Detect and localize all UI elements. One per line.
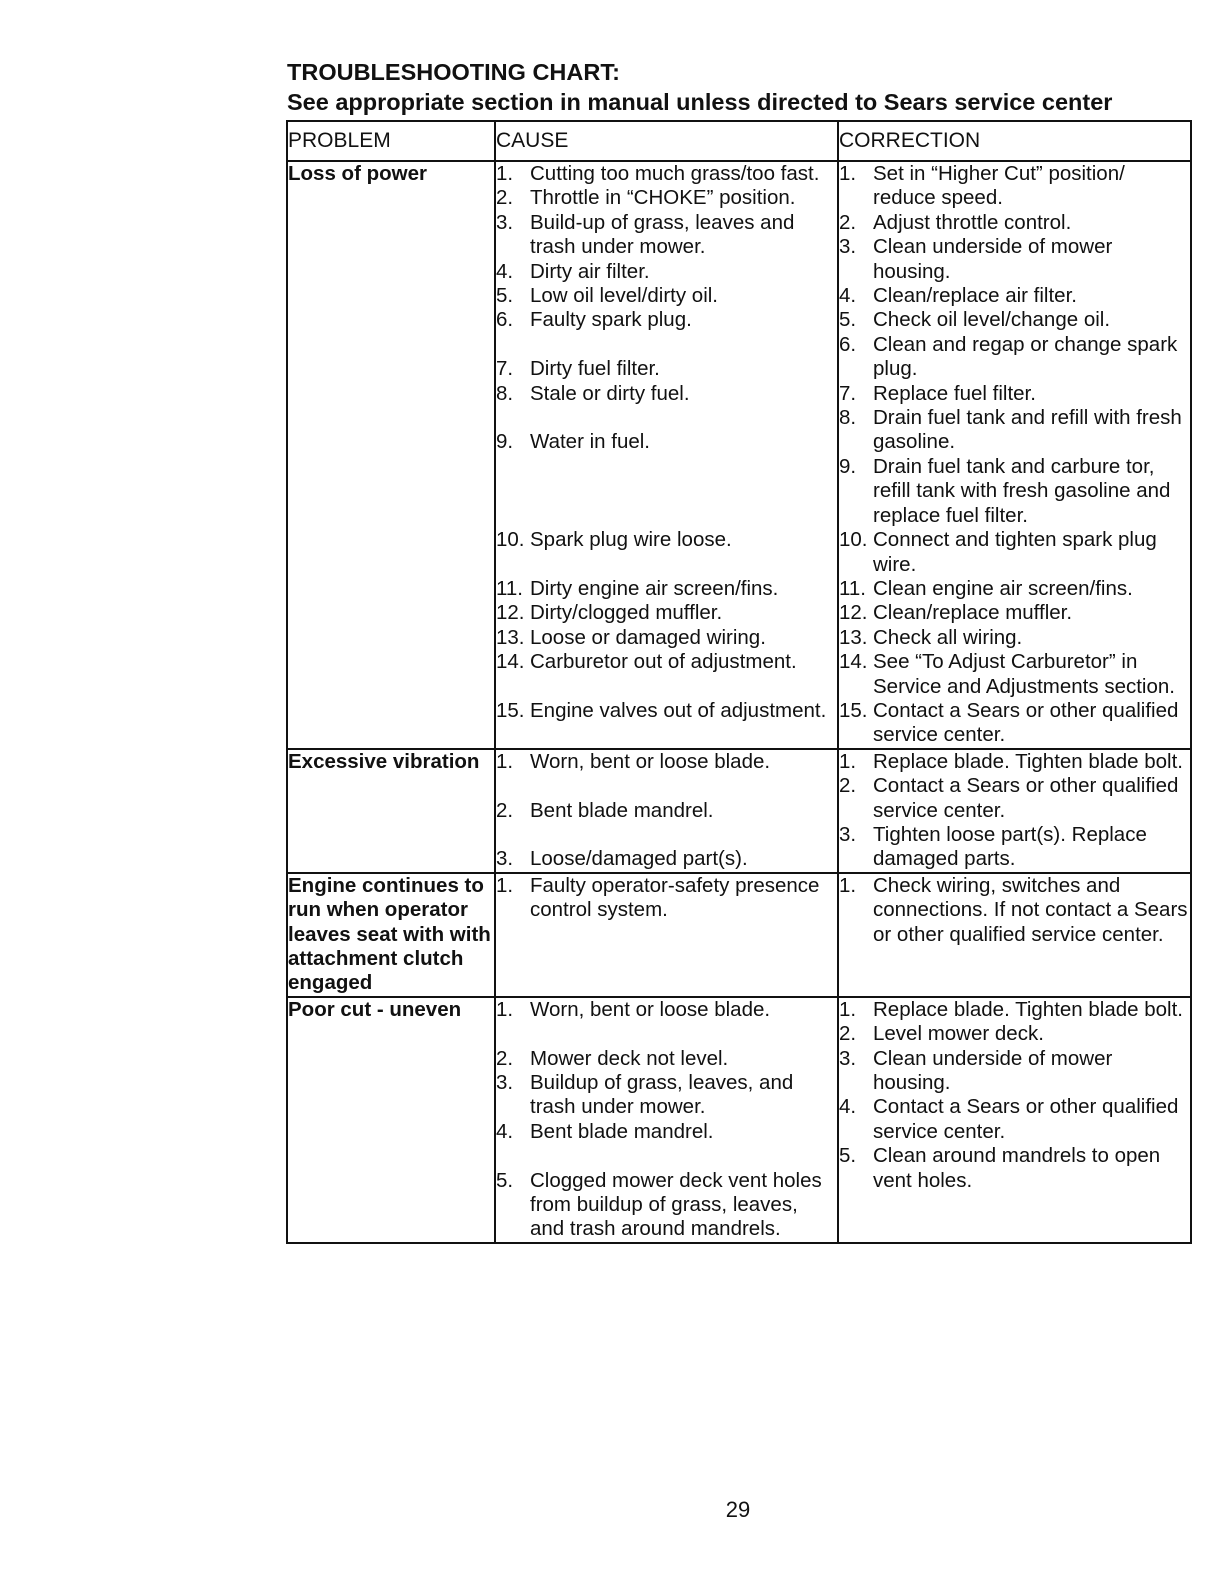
correction-item [839, 1022, 1190, 1046]
header-cause: CAUSE [495, 121, 838, 161]
item-text: Check wiring, switches and connections. If not contact a Sears or other qualified service center. [873, 873, 1188, 946]
item-text: Buildup of grass, leaves, and trash under mower. [530, 1071, 794, 1119]
item-text: Stale or dirty fuel. [530, 381, 690, 405]
item-number: 9. [839, 454, 857, 478]
item-number: 3. [496, 847, 514, 871]
item-number: 3. [496, 1071, 514, 1095]
correction-item [839, 699, 1190, 748]
correction-item [839, 750, 1190, 774]
item-text: Contact a Sears or other qualified service center. [873, 698, 1179, 747]
correction-item [839, 235, 1190, 284]
cause-item [496, 528, 837, 552]
table-row [287, 161, 1191, 749]
correction-item [839, 774, 1190, 823]
correction-item [839, 998, 1190, 1022]
item-text: Faulty spark plug. [530, 308, 692, 332]
correction-item [839, 1095, 1190, 1144]
item-number: 8. [496, 381, 514, 405]
problem-cell: Engine continues to run when operator leaves seat with with attachment clutch engaged [287, 873, 495, 997]
item-text: Engine valves out of adjustment. [530, 698, 827, 722]
cause-item [496, 750, 837, 774]
item-text: Loose/damaged part(s). [530, 847, 748, 871]
item-number: 7. [496, 357, 514, 381]
item-number: 8. [839, 406, 857, 430]
item-text: Clean underside of mower housing. [873, 1046, 1113, 1095]
item-number: 15. [839, 698, 868, 722]
item-number: 13. [496, 625, 525, 649]
correction-item [839, 577, 1190, 601]
item-number: 14. [839, 650, 868, 674]
page-number: 29 [725, 1497, 751, 1522]
item-text: Clean/replace muffler. [873, 601, 1073, 625]
item-number: 11. [496, 576, 523, 600]
cause-item [496, 284, 837, 308]
item-text: Level mower deck. [873, 1022, 1044, 1046]
item-number: 4. [496, 259, 514, 283]
correction-cell [838, 749, 1191, 873]
cause-item [496, 260, 837, 284]
item-text: Loose or damaged wiring. [530, 625, 766, 649]
item-text: Clean around mandrels to open vent holes. [873, 1144, 1161, 1192]
item-number: 6. [839, 332, 857, 356]
item-text: Dirty engine air screen/fins. [530, 576, 779, 600]
item-text: Replace fuel filter. [873, 381, 1036, 405]
item-text: Clean and regap or change spark plug. [873, 332, 1178, 381]
problem-cell: Poor cut - uneven [287, 997, 495, 1243]
cause-cell [495, 873, 838, 997]
correction-item [839, 1047, 1190, 1096]
item-number: 6. [496, 308, 514, 332]
table-row [287, 997, 1191, 1243]
item-text: Drain fuel tank and carbure tor, refill tank with fresh gasoline and replace fuel filter. [873, 454, 1171, 527]
cause-item [496, 186, 837, 210]
item-number: 5. [839, 1144, 857, 1168]
problem-cell: Loss of power [287, 161, 495, 749]
item-text: Bent blade mandrel. [530, 798, 714, 822]
item-number: 2. [839, 774, 857, 798]
item-number: 1. [839, 162, 857, 185]
cause-item [496, 382, 837, 406]
item-number: 5. [496, 1168, 514, 1192]
item-text: Worn, bent or loose blade. [530, 997, 771, 1021]
cause-cell [495, 997, 838, 1243]
item-text: Mower deck not level. [530, 1046, 729, 1070]
item-text: Contact a Sears or other qualified service center. [873, 774, 1179, 822]
item-text: Clean engine air screen/fins. [873, 576, 1133, 600]
item-text: Drain fuel tank and refill with fresh gasoline. [873, 406, 1182, 454]
item-text: Dirty/clogged muffler. [530, 601, 723, 625]
item-text: Dirty fuel filter. [530, 357, 660, 381]
item-number: 12. [839, 601, 868, 625]
cause-item [496, 998, 837, 1022]
correction-item [839, 823, 1190, 872]
cause-item [496, 577, 837, 601]
header-correction: CORRECTION [838, 121, 1191, 161]
item-text: Tighten loose part(s). Replace damaged parts. [873, 822, 1147, 871]
item-number: 1. [839, 873, 857, 897]
item-text: Check all wiring. [873, 625, 1023, 649]
cause-item [496, 650, 837, 674]
item-number: 15. [496, 698, 525, 722]
cause-item [496, 1120, 837, 1144]
item-number: 1. [496, 997, 514, 1021]
item-number: 11. [839, 576, 866, 600]
cause-cell [495, 161, 838, 749]
item-number: 4. [496, 1119, 514, 1143]
item-number: 1. [496, 162, 514, 185]
correction-item [839, 211, 1190, 235]
chart-subtitle: See appropriate section in manual unless directed to Sears service center [287, 89, 1113, 115]
item-text: See “To Adjust Carburetor” in Service and Adjustments section. [873, 650, 1175, 698]
correction-item [839, 406, 1190, 455]
correction-cell [838, 161, 1191, 749]
cause-item [496, 308, 837, 332]
item-number: 3. [839, 1046, 857, 1070]
correction-item [839, 382, 1190, 406]
item-text: Replace blade. Tighten blade bolt. [873, 997, 1184, 1021]
item-text: Carburetor out of adjustment. [530, 650, 797, 674]
correction-item [839, 650, 1190, 699]
item-text: Contact a Sears or other qualified service center. [873, 1095, 1179, 1143]
item-number: 9. [496, 430, 514, 454]
chart-title: TROUBLESHOOTING CHART: [287, 59, 620, 85]
item-text: Water in fuel. [530, 430, 651, 454]
correction-item [839, 162, 1190, 211]
item-number: 3. [496, 210, 514, 234]
cause-item [496, 430, 837, 454]
item-text: Clogged mower deck vent holes from buildup of grass, leaves, and trash around mandrels. [530, 1168, 822, 1241]
item-text: Worn, bent or loose blade. [530, 749, 771, 773]
item-number: 4. [839, 1095, 857, 1119]
correction-item [839, 308, 1190, 332]
item-number: 2. [839, 1022, 857, 1046]
table-row [287, 873, 1191, 997]
cause-item [496, 1047, 837, 1071]
correction-cell [838, 873, 1191, 997]
item-number: 3. [839, 822, 857, 846]
item-number: 10. [496, 528, 525, 552]
cause-item [496, 699, 837, 723]
item-number: 1. [839, 997, 857, 1021]
correction-item [839, 1144, 1190, 1193]
item-text: Faulty operator-safety presence control system. [530, 873, 820, 922]
item-number: 12. [496, 601, 525, 625]
item-text: Throttle in “CHOKE” position. [530, 186, 796, 210]
item-number: 3. [839, 235, 857, 259]
item-number: 2. [496, 186, 514, 210]
cause-item [496, 357, 837, 381]
item-text: Bent blade mandrel. [530, 1119, 714, 1143]
item-text: Cutting too much grass/too fast. [530, 162, 820, 185]
cause-item [496, 799, 837, 823]
item-number: 7. [839, 381, 857, 405]
item-number: 2. [839, 210, 857, 234]
item-number: 1. [496, 749, 514, 773]
correction-item [839, 601, 1190, 625]
item-number: 1. [496, 873, 514, 897]
correction-cell [838, 997, 1191, 1243]
item-number: 4. [839, 284, 857, 308]
item-number: 1. [839, 749, 857, 773]
item-text: Build-up of grass, leaves and trash under mower. [530, 210, 795, 259]
item-number: 2. [496, 798, 514, 822]
cause-item [496, 1071, 837, 1120]
item-text: Set in “Higher Cut” position/ reduce speed. [873, 162, 1125, 210]
item-number: 10. [839, 528, 868, 552]
cause-item [496, 847, 837, 871]
item-text: Connect and tighten spark plug wire. [873, 528, 1157, 576]
table-body [287, 161, 1191, 1243]
correction-item [839, 455, 1190, 528]
correction-item [839, 874, 1190, 947]
item-number: 14. [496, 650, 525, 674]
cause-item [496, 162, 837, 186]
header-problem: PROBLEM [287, 121, 495, 161]
item-number: 13. [839, 625, 868, 649]
cause-cell [495, 749, 838, 873]
item-text: Replace blade. Tighten blade bolt. [873, 749, 1184, 773]
cause-item [496, 1169, 837, 1242]
item-text: Clean underside of mower housing. [873, 235, 1113, 283]
cause-item [496, 626, 837, 650]
item-number: 5. [496, 284, 514, 308]
item-number: 5. [839, 308, 857, 332]
troubleshooting-table [286, 120, 1192, 1244]
item-text: Check oil level/change oil. [873, 308, 1111, 332]
item-text: Low oil level/dirty oil. [530, 284, 718, 308]
correction-item [839, 333, 1190, 382]
correction-item [839, 626, 1190, 650]
correction-item [839, 528, 1190, 577]
correction-item [839, 284, 1190, 308]
header-row [287, 121, 1191, 161]
problem-cell: Excessive vibration [287, 749, 495, 873]
cause-item [496, 601, 837, 625]
item-text: Dirty air filter. [530, 259, 650, 283]
item-text: Spark plug wire loose. [530, 528, 732, 552]
cause-item [496, 874, 837, 923]
cause-item [496, 211, 837, 260]
item-text: Adjust throttle control. [873, 210, 1072, 234]
item-text: Clean/replace air filter. [873, 284, 1077, 308]
table-row [287, 749, 1191, 873]
item-number: 2. [496, 1046, 514, 1070]
